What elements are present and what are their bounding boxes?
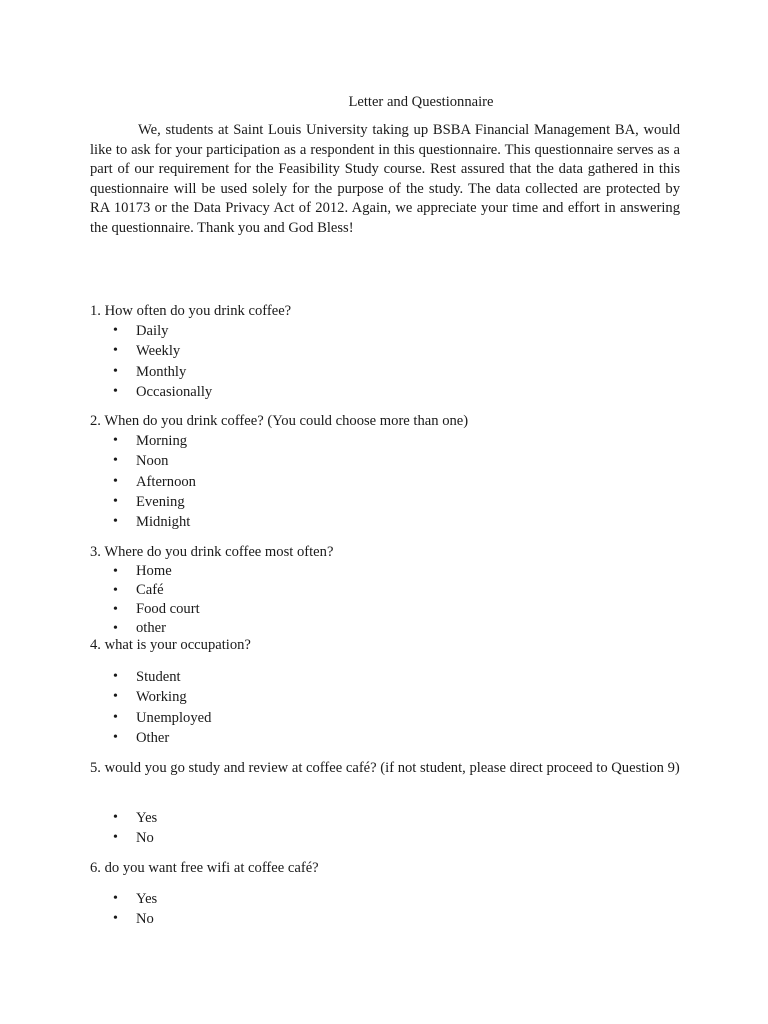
bullet-icon: • bbox=[113, 473, 118, 489]
bullet-icon: • bbox=[113, 363, 118, 379]
document-title: Letter and Questionnaire bbox=[348, 94, 494, 110]
list-item bbox=[0, 451, 400, 471]
list-item bbox=[0, 362, 400, 382]
bullet-icon: • bbox=[113, 669, 118, 684]
option-label: No bbox=[136, 830, 154, 847]
question-5-options bbox=[0, 808, 400, 849]
option-label: other bbox=[136, 620, 166, 636]
option-label: Home bbox=[136, 563, 172, 579]
question-1-options bbox=[0, 321, 400, 402]
list-item bbox=[0, 909, 400, 929]
option-label: Yes bbox=[136, 891, 158, 907]
bullet-icon: • bbox=[113, 564, 118, 579]
bullet-icon: • bbox=[113, 621, 118, 636]
bullet-icon: • bbox=[113, 453, 118, 469]
bullet-icon: • bbox=[113, 891, 118, 906]
question-6-options bbox=[0, 889, 400, 930]
option-label: Afternoon bbox=[136, 473, 196, 490]
list-item bbox=[0, 492, 400, 512]
option-label: Occasionally bbox=[136, 383, 213, 400]
question-3: 3. Where do you drink coffee most often? bbox=[90, 544, 334, 560]
option-label: Evening bbox=[136, 493, 185, 510]
option-label: Food court bbox=[136, 601, 200, 617]
list-item bbox=[0, 382, 400, 402]
option-label: No bbox=[136, 911, 154, 928]
option-label: Working bbox=[136, 689, 187, 706]
bullet-icon: • bbox=[113, 514, 118, 530]
bullet-icon: • bbox=[113, 911, 118, 927]
list-item bbox=[0, 512, 400, 532]
question-3-options bbox=[0, 562, 400, 638]
question-6: 6. do you want free wifi at coffee café? bbox=[90, 860, 319, 876]
question-4: 4. what is your occupation? bbox=[90, 637, 251, 653]
bullet-icon: • bbox=[113, 729, 118, 745]
option-label: Café bbox=[136, 582, 164, 598]
bullet-icon: • bbox=[113, 433, 118, 448]
list-item bbox=[0, 341, 400, 361]
option-label: Weekly bbox=[136, 343, 181, 360]
option-label: Student bbox=[136, 669, 181, 685]
option-label: Noon bbox=[136, 453, 169, 470]
list-item bbox=[0, 889, 400, 909]
list-item bbox=[0, 321, 400, 341]
list-item bbox=[0, 728, 400, 748]
question-2: 2. When do you drink coffee? (You could choose more than one) bbox=[90, 413, 469, 429]
bullet-icon: • bbox=[113, 323, 118, 338]
list-item bbox=[0, 600, 400, 619]
list-item bbox=[0, 708, 400, 728]
question-2-options bbox=[0, 431, 400, 532]
option-label: Monthly bbox=[136, 363, 187, 380]
bullet-icon: • bbox=[113, 709, 118, 725]
question-1: 1. How often do you drink coffee? bbox=[90, 303, 292, 319]
list-item bbox=[0, 562, 400, 581]
bullet-icon: • bbox=[113, 689, 118, 705]
bullet-icon: • bbox=[113, 343, 118, 359]
option-label: Daily bbox=[136, 323, 169, 339]
option-label: Midnight bbox=[136, 514, 191, 531]
list-item bbox=[0, 581, 400, 600]
list-item bbox=[0, 431, 400, 451]
bullet-icon: • bbox=[113, 830, 118, 846]
bullet-icon: • bbox=[113, 383, 118, 399]
question-4-options bbox=[0, 667, 400, 748]
bullet-icon: • bbox=[113, 810, 118, 825]
list-item bbox=[0, 687, 400, 707]
bullet-icon: • bbox=[113, 493, 118, 509]
list-item bbox=[0, 667, 400, 687]
list-item bbox=[0, 472, 400, 492]
list-item bbox=[0, 828, 400, 848]
bullet-icon: • bbox=[113, 602, 118, 617]
question-5: 5. would you go study and review at coffee café? (if not student, please direct proceed to Question 9) bbox=[90, 760, 680, 776]
option-label: Unemployed bbox=[136, 709, 212, 726]
option-label: Other bbox=[136, 729, 170, 746]
bullet-icon: • bbox=[113, 583, 118, 598]
option-label: Morning bbox=[136, 433, 188, 449]
option-label: Yes bbox=[136, 810, 158, 826]
intro-paragraph: We, students at Saint Louis University taking up BSBA Financial Management BA, would like to ask for your participation as a respondent in this questionnaire. This questionnaire serves as a part of our requirement for the Feasibility Study course. Rest assured that the data gathered in this questionnaire will be used solely for the purpose of the study. The data collected are protected by RA 10173 or the Data Privacy Act of 2012. Again, we appreciate your time and effort in answering the questionnaire. Thank you and God Bless! bbox=[90, 122, 680, 236]
list-item bbox=[0, 808, 400, 828]
